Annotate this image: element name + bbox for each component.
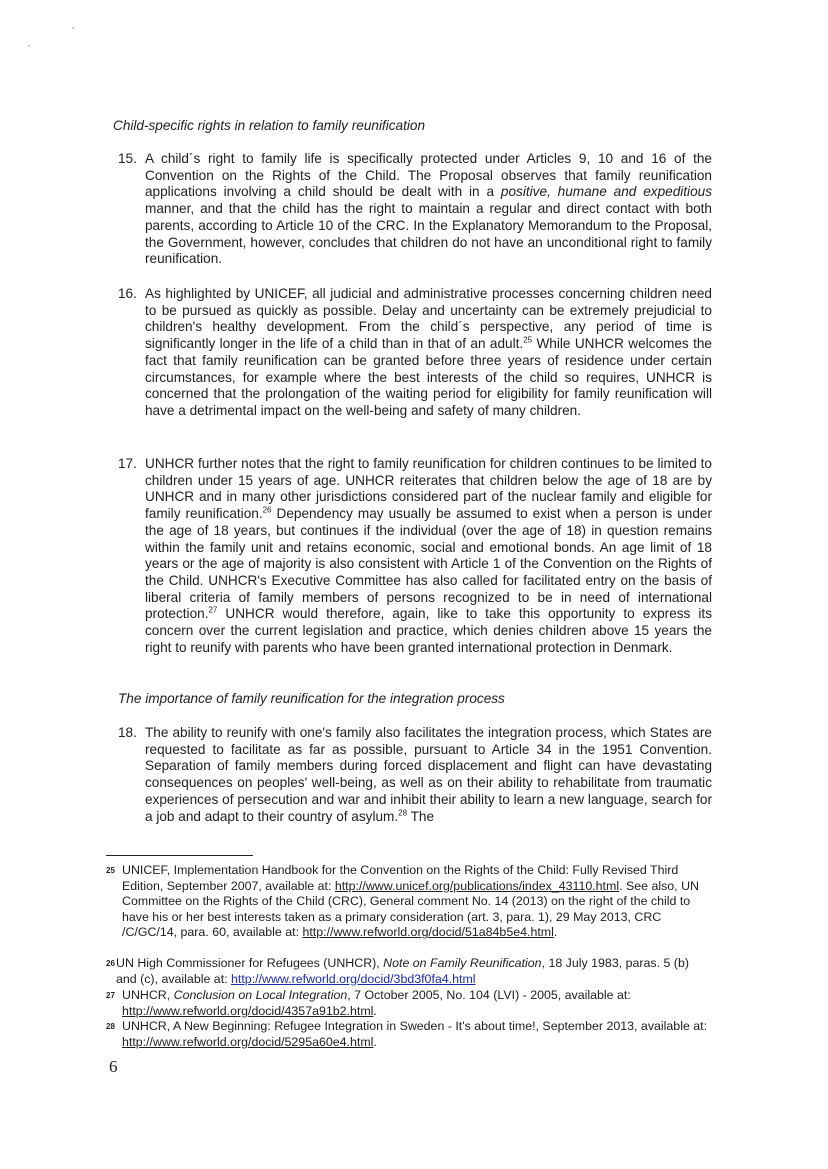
footnote-number: 27: [106, 991, 115, 1000]
paragraph-text: A child´s right to family life is specifically protected under Articles 9, 10 and 16 of the Convention on the Rights of the Child. The Proposal observes that family reunification applications involving a child should be dealt with in a: [145, 151, 712, 200]
scan-speck: [28, 45, 30, 47]
footnote-25: [106, 863, 712, 941]
footnote-link[interactable]: http://www.refworld.org/docid/4357a91b2.html: [122, 1003, 374, 1018]
footnote-text: UNHCR, A New Beginning: Refugee Integration in Sweden - It's about time!, September 2013, available at:: [122, 1019, 708, 1033]
footnote-text: UNICEF, Implementation Handbook for the Convention on the Rights of the Child: Fully Revised Third Edition, September 2007, available at:: [122, 863, 679, 893]
paragraph-text: The ability to reunify with one's family also facilitates the integration process, which States are requested to facilitate as far as possible, pursuant to Article 34 in the 1951 Convention. Separation of family members during forced displacement and flight can have devastating consequences on peoples' well-being, as well as on their ability to rehabilitate from traumatic experiences of persecution and war and inhibit their ability to learn a new language, search for a job and adapt to their country of asylum.: [145, 725, 712, 824]
paragraph-number: 17.: [118, 456, 137, 471]
paragraph-text: Dependency may usually be assumed to exist when a person is under the age of 18 years, but continues if the individual (over the age of 18) in question remains within the family unit and retains economic, social and emotional bonds. An age limit of 18 years or the age of majority is also consistent with Article 1 of the Convention on the Rights of the Child. UNHCR's Executive Committee has also called for facilitated entry on the basis of liberal criteria of family members of persons recognized to be in need of international protection.: [145, 506, 712, 622]
footnote-text: , 7 October 2005, No. 104 (LVI) - 2005, available at:: [347, 988, 631, 1002]
footnote-ref[interactable]: 28: [398, 807, 408, 817]
footnote-ref[interactable]: 27: [208, 605, 218, 615]
footnote-26: [106, 956, 712, 987]
section-heading-child-rights: Child-specific rights in relation to family reunification: [113, 118, 426, 133]
footnote-text: .: [373, 1034, 377, 1049]
footnote-28: [106, 1019, 712, 1050]
paragraph-16: [118, 286, 712, 420]
paragraph-text: manner, and that the child has the right to maintain a regular and direct contact with both parents, according to Article 10 of the CRC. In the Explanatory Memorandum to the Proposal, the Government, however, concludes that children do not have an unconditional right to family reunification.: [145, 201, 712, 267]
footnote-text: UN High Commissioner for Refugees (UNHCR),: [116, 956, 384, 970]
footnote-number: 28: [106, 1022, 115, 1031]
emphasis-text: Conclusion on Local Integration: [173, 988, 348, 1002]
paragraph-18: [118, 725, 712, 825]
footnote-text: . See also, UN Committee on the Rights of the Child (CRC), General comment No. 14 (2013) on the right of the child to have his or her best interests taken as a primary consideration (art. 3, para. 1), 29 May 2013, CRC /C/GC/14, para. 60, available at:: [122, 878, 699, 940]
paragraph-text: As highlighted by UNICEF, all judicial and administrative processes concerning children need to be pursued as quickly as possible. Delay and uncertainty can be extremely prejudicial to children's healthy development. From the child´s perspective, any period of time is significantly longer in the life of a child than in that of an adult.: [145, 286, 712, 352]
paragraph-15: [118, 151, 712, 268]
emphasis-text: positive, humane and expeditious: [500, 184, 712, 200]
paragraph-17: [118, 456, 712, 656]
paragraph-number: 18.: [118, 725, 137, 740]
footnote-number: 25: [106, 866, 115, 875]
footnote-number: 26: [106, 959, 115, 968]
footnote-link[interactable]: http://www.refworld.org/docid/5295a60e4.html: [122, 1034, 374, 1049]
footnote-text: , 18 July 1983, paras. 5 (b) and (c), available at:: [116, 956, 689, 986]
footnote-text: .: [373, 1003, 377, 1018]
footnote-ref[interactable]: 26: [262, 505, 272, 515]
paragraph-text: The: [407, 808, 435, 824]
footnote-27: [106, 988, 712, 1019]
emphasis-text: Note on Family Reunification: [383, 956, 542, 970]
footnote-ref[interactable]: 25: [523, 335, 533, 345]
paragraph-text: UNHCR further notes that the right to family reunification for children continues to be limited to children under 15 years of age. UNHCR reiterates that children below the age of 18 are by UNHCR and in many other jurisdictions considered part of the nuclear family and eligible for family reunification.: [145, 456, 712, 522]
footnote-link[interactable]: http://www.unicef.org/publications/index_43110.html: [334, 878, 620, 893]
section-heading-integration: The importance of family reunification for the integration process: [118, 691, 505, 706]
footnote-text: .: [553, 925, 558, 940]
paragraph-number: 16.: [118, 286, 137, 301]
scan-speck: [72, 27, 74, 29]
page-number: 6: [109, 1057, 118, 1076]
footnote-link[interactable]: http://www.refworld.org/docid/3bd3f0fa4.html: [231, 971, 476, 986]
footnote-text: UNHCR,: [122, 988, 174, 1002]
paragraph-text: UNHCR would therefore, again, like to take this opportunity to express its concern over the current legislation and practice, which denies children above 15 years the right to reunify with parents who have been granted international protection in Denmark.: [145, 606, 712, 655]
paragraph-text: While UNHCR welcomes the fact that family reunification can be granted before three years of residence under certain circumstances, for example where the best interests of the child so requires, UNHCR is concerned that the prolongation of the waiting period for eligibility for family reunification will have a detrimental impact on the well-being and safety of many children.: [145, 336, 712, 418]
footnote-link[interactable]: http://www.refworld.org/docid/51a84b5e4.html: [302, 925, 554, 940]
paragraph-number: 15.: [118, 151, 137, 166]
footnote-separator: [106, 855, 253, 856]
